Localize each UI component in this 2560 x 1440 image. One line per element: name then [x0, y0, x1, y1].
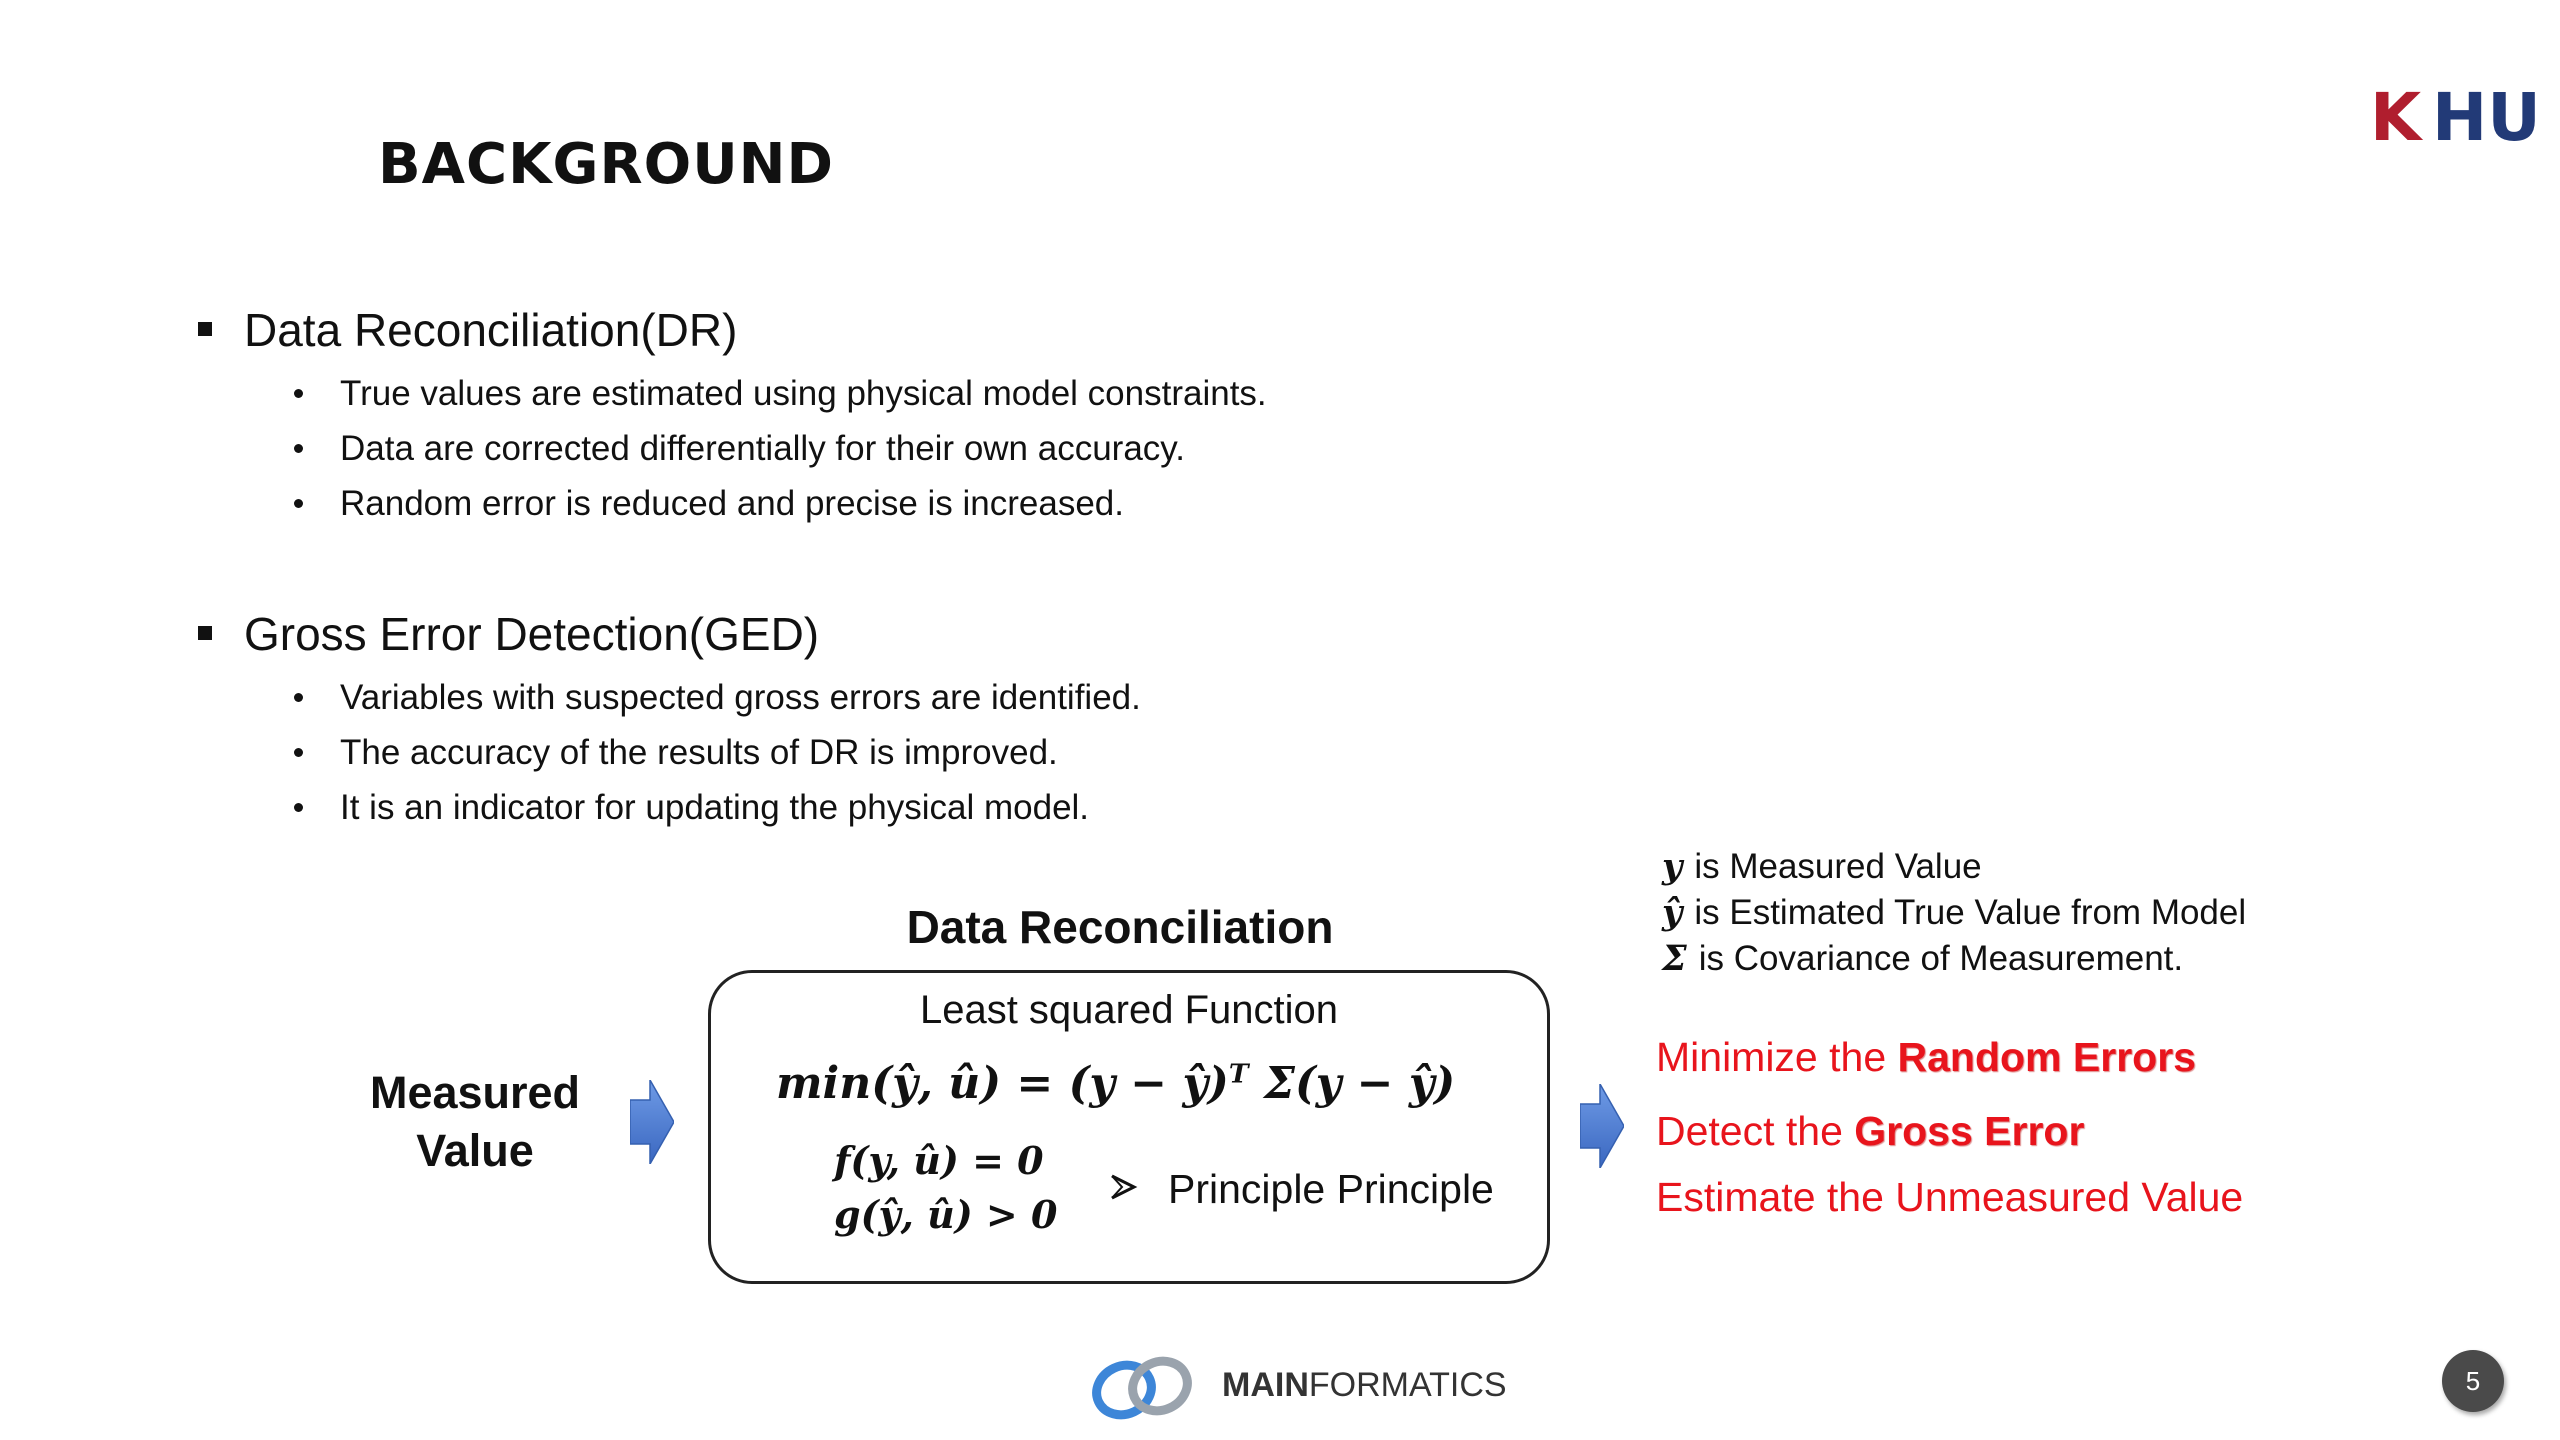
legend-text: is Estimated True Value from Model — [1694, 893, 2247, 932]
khu-logo — [2370, 79, 2541, 156]
section-heading-text: Gross Error Detection(GED) — [244, 608, 820, 660]
outcome-minimize-random-errors — [1656, 1034, 2196, 1081]
list-item-text: Variables with suspected gross errors are identified. — [340, 678, 1141, 717]
outcome-detect-gross-error — [1656, 1108, 2084, 1155]
section-heading — [196, 302, 1696, 358]
page-number-badge: 5 — [2442, 1350, 2504, 1412]
outcome-prefix: Detect the — [1656, 1108, 1855, 1154]
legend-symbol: Σ — [1662, 938, 1687, 979]
list-item-text: The accuracy of the results of DR is improved. — [340, 733, 1058, 772]
legend-symbol: ŷ — [1662, 892, 1683, 933]
list-item — [340, 780, 1696, 835]
bullet-dot-icon — [294, 803, 303, 812]
least-squared-function-label: Least squared Function — [919, 988, 1339, 1032]
equality-constraint: f(y, û) = 0 — [834, 1138, 1044, 1183]
outcome-prefix: Estimate the Unmeasured Value — [1656, 1174, 2244, 1220]
list-item-text: True values are estimated using physical model constraints. — [340, 374, 1267, 413]
brand-bold: MAIN — [1222, 1366, 1309, 1404]
outcome-emphasis: Gross Error — [1854, 1108, 2085, 1154]
objective-rhs: Σ(y − ŷ) — [1248, 1058, 1456, 1109]
measured-value-line1: Measured — [369, 1067, 581, 1118]
section-heading — [196, 606, 1696, 662]
objective-equation — [776, 1058, 1455, 1109]
inequality-constraint: g(ŷ, û) > 0 — [834, 1192, 1058, 1237]
measured-value-line2: Value — [416, 1125, 534, 1176]
legend-symbol: y — [1662, 846, 1683, 887]
section-data-reconciliation — [196, 302, 1696, 531]
khu-logo-k: K — [2370, 79, 2422, 156]
square-bullet-icon — [198, 626, 212, 640]
list-item — [340, 476, 1696, 531]
list-item — [340, 670, 1696, 725]
objective-lhs: min(ŷ, û) = (y − ŷ) — [776, 1058, 1229, 1109]
legend-text: is Covariance of Measurement. — [1698, 939, 2184, 978]
mainformatics-wordmark — [1222, 1366, 1507, 1405]
bullet-dot-icon — [294, 693, 303, 702]
slide-title: BACKGROUND — [378, 132, 835, 197]
section-heading-text: Data Reconciliation(DR) — [244, 304, 738, 356]
brand-rest: FORMATICS — [1308, 1366, 1507, 1404]
bullet-list — [196, 670, 1696, 835]
section-gross-error-detection — [196, 606, 1696, 835]
bullet-dot-icon — [294, 499, 303, 508]
bullet-dot-icon — [294, 748, 303, 757]
legend-item — [1662, 846, 1982, 887]
bullet-dot-icon — [294, 444, 303, 453]
bullet-dot-icon — [294, 389, 303, 398]
outcome-emphasis: Random Errors — [1897, 1034, 2196, 1080]
list-item-text: Random error is reduced and precise is increased. — [340, 484, 1124, 523]
outcome-estimate-unmeasured — [1656, 1174, 2243, 1221]
data-reconciliation-title: Data Reconciliation — [906, 901, 1334, 953]
measured-value-label — [340, 1064, 610, 1180]
legend-item — [1662, 938, 2183, 979]
bullet-list — [196, 366, 1696, 531]
right-arrow-icon — [1580, 1084, 1624, 1168]
outcome-prefix: Minimize the — [1656, 1034, 1898, 1080]
mainformatics-logo-icon — [1088, 1352, 1198, 1424]
list-item-text: Data are corrected differentially for their own accuracy. — [340, 429, 1185, 468]
right-arrow-icon — [630, 1080, 674, 1164]
square-bullet-icon — [198, 322, 212, 336]
principle-label: Principle Principle — [1168, 1166, 1494, 1212]
list-item-text: It is an indicator for updating the physical model. — [340, 788, 1090, 827]
khu-logo-hu: HU — [2432, 79, 2541, 156]
list-item — [340, 366, 1696, 421]
legend-text: is Measured Value — [1694, 847, 1982, 886]
legend-item — [1662, 892, 2246, 933]
list-item — [340, 725, 1696, 780]
arrowhead-bullet-icon — [1108, 1172, 1138, 1202]
list-item — [340, 421, 1696, 476]
objective-transpose: T — [1228, 1058, 1249, 1090]
